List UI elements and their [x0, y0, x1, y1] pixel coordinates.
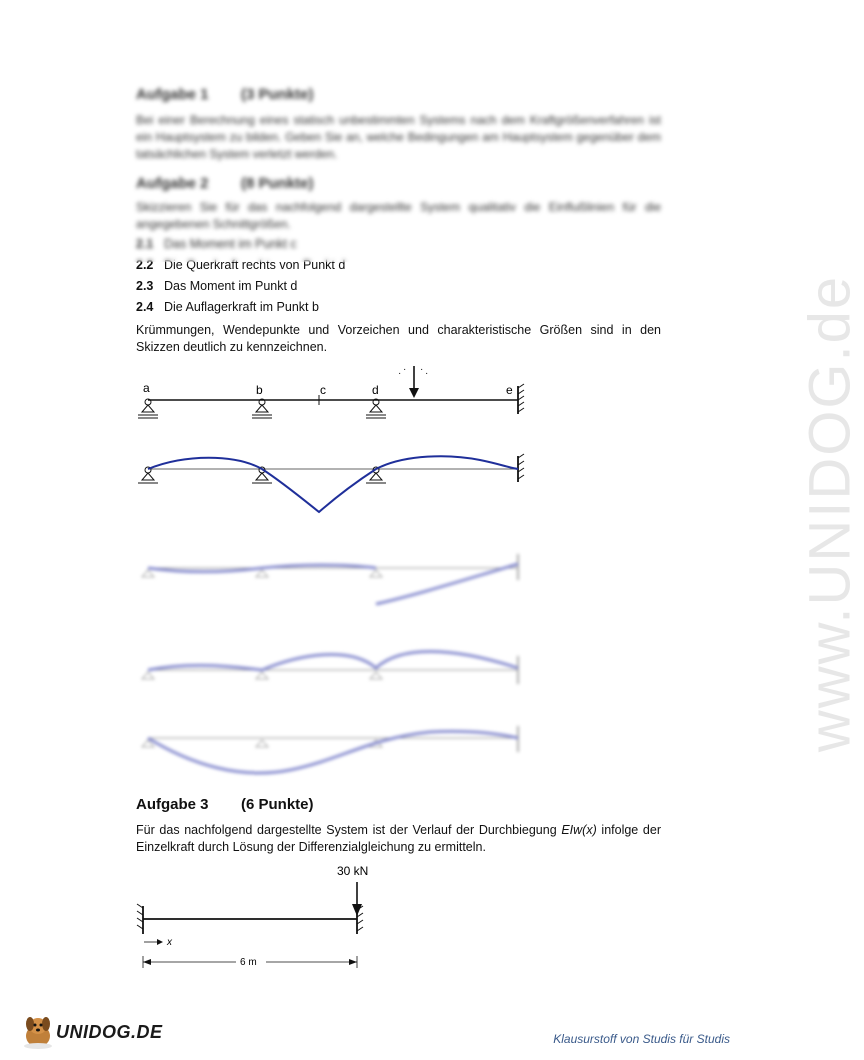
footer-logo-text: UNIDOG.DE: [56, 1022, 163, 1042]
influence-line-support-b: [130, 722, 540, 782]
item-number: 2.3: [136, 279, 154, 293]
fixed-support-e: [518, 384, 524, 414]
label-a: a: [143, 381, 150, 395]
support-b: [252, 399, 272, 418]
x-axis-arrow: [144, 939, 163, 945]
task2-points: (8 Punkte): [241, 175, 314, 192]
support-d: [366, 399, 386, 418]
svg-text:·: ·: [403, 364, 407, 375]
task2-title: Aufgabe 2: [136, 175, 209, 192]
influence-line-moment-c: [130, 448, 540, 518]
svg-text:·: ·: [425, 368, 429, 379]
item-label: Die Auflagerkraft im Punkt b: [164, 300, 319, 314]
dog-logo-icon: [20, 1012, 56, 1050]
task2-item-1: [136, 237, 297, 251]
cantilever-diagram: [130, 862, 390, 974]
support-a: [138, 399, 158, 418]
task1-points: (3 Punkte): [241, 86, 314, 103]
task2-item-4: [136, 300, 319, 314]
fixed-support-e: [518, 454, 524, 482]
task3-title: Aufgabe 3: [136, 796, 209, 813]
item-number: 2.4: [136, 300, 154, 314]
task1-title: Aufgabe 1: [136, 86, 209, 103]
x-label: x: [167, 937, 172, 948]
label-d: d: [372, 383, 379, 397]
force-label: 30 kN: [337, 864, 369, 878]
watermark: www.UNIDOG.de: [797, 274, 863, 753]
label-c: c: [320, 383, 326, 397]
task1-text: Bei einer Berechnung eines statisch unbestimmten Systems nach dem Kraftgrößenverfahren ist ein Hauptsystem zu bilden. Geben Sie an, welche Bedingungen am Hauptsystem gegenüber dem tatsächlichen System verletzt werden.: [136, 113, 661, 161]
influence-line-moment-d: [130, 640, 540, 696]
label-b: b: [256, 383, 263, 397]
fixed-support-right: [357, 906, 363, 934]
task3-points: (6 Punkte): [241, 796, 314, 813]
item-number: 2.1: [136, 237, 154, 251]
item-label: Das Moment im Punkt c: [164, 237, 297, 251]
task3-text-before: Für das nachfolgend dargestellte System ist der Verlauf der Durchbiegung: [136, 823, 557, 837]
beam-system-diagram: [130, 362, 540, 422]
task2-text: Skizzieren Sie für das nachfolgend dargestellte System qualitativ die Einflußlinien für die angegebenen Schnittgrößen.: [136, 200, 661, 231]
influence-line-shear-d: [130, 548, 540, 614]
item-label: Das Moment im Punkt d: [164, 279, 298, 293]
task3-formula: EIw(x): [561, 823, 597, 837]
item-number: 2.2: [136, 258, 154, 272]
task3-section: [136, 796, 661, 816]
svg-text:·: ·: [420, 364, 424, 375]
task1-section: [136, 86, 661, 166]
influence-curve: [148, 456, 518, 512]
task3-text: [136, 822, 661, 856]
task2-note: Krümmungen, Wendepunkte und Vorzeichen und charakteristische Größen sind in den Skizzen deutlich zu kennzeichnen.: [136, 323, 661, 354]
moving-load-arrow: [398, 364, 428, 398]
fixed-support-left: [137, 904, 143, 934]
footer-slogan: Klausurstoff von Studis für Studis: [553, 1032, 730, 1046]
task2-section: [136, 175, 661, 235]
svg-text:·: ·: [398, 368, 402, 379]
task3-text-after: infolge der Einzelkraft durch Lösung der Differenzialgleichung zu ermitteln.: [136, 823, 661, 854]
length-label: 6 m: [240, 957, 257, 968]
task2-item-3: [136, 279, 297, 293]
label-e: e: [506, 383, 513, 397]
blur-overlay: [130, 254, 360, 262]
item-label: Die Querkraft rechts von Punkt d: [164, 258, 346, 272]
